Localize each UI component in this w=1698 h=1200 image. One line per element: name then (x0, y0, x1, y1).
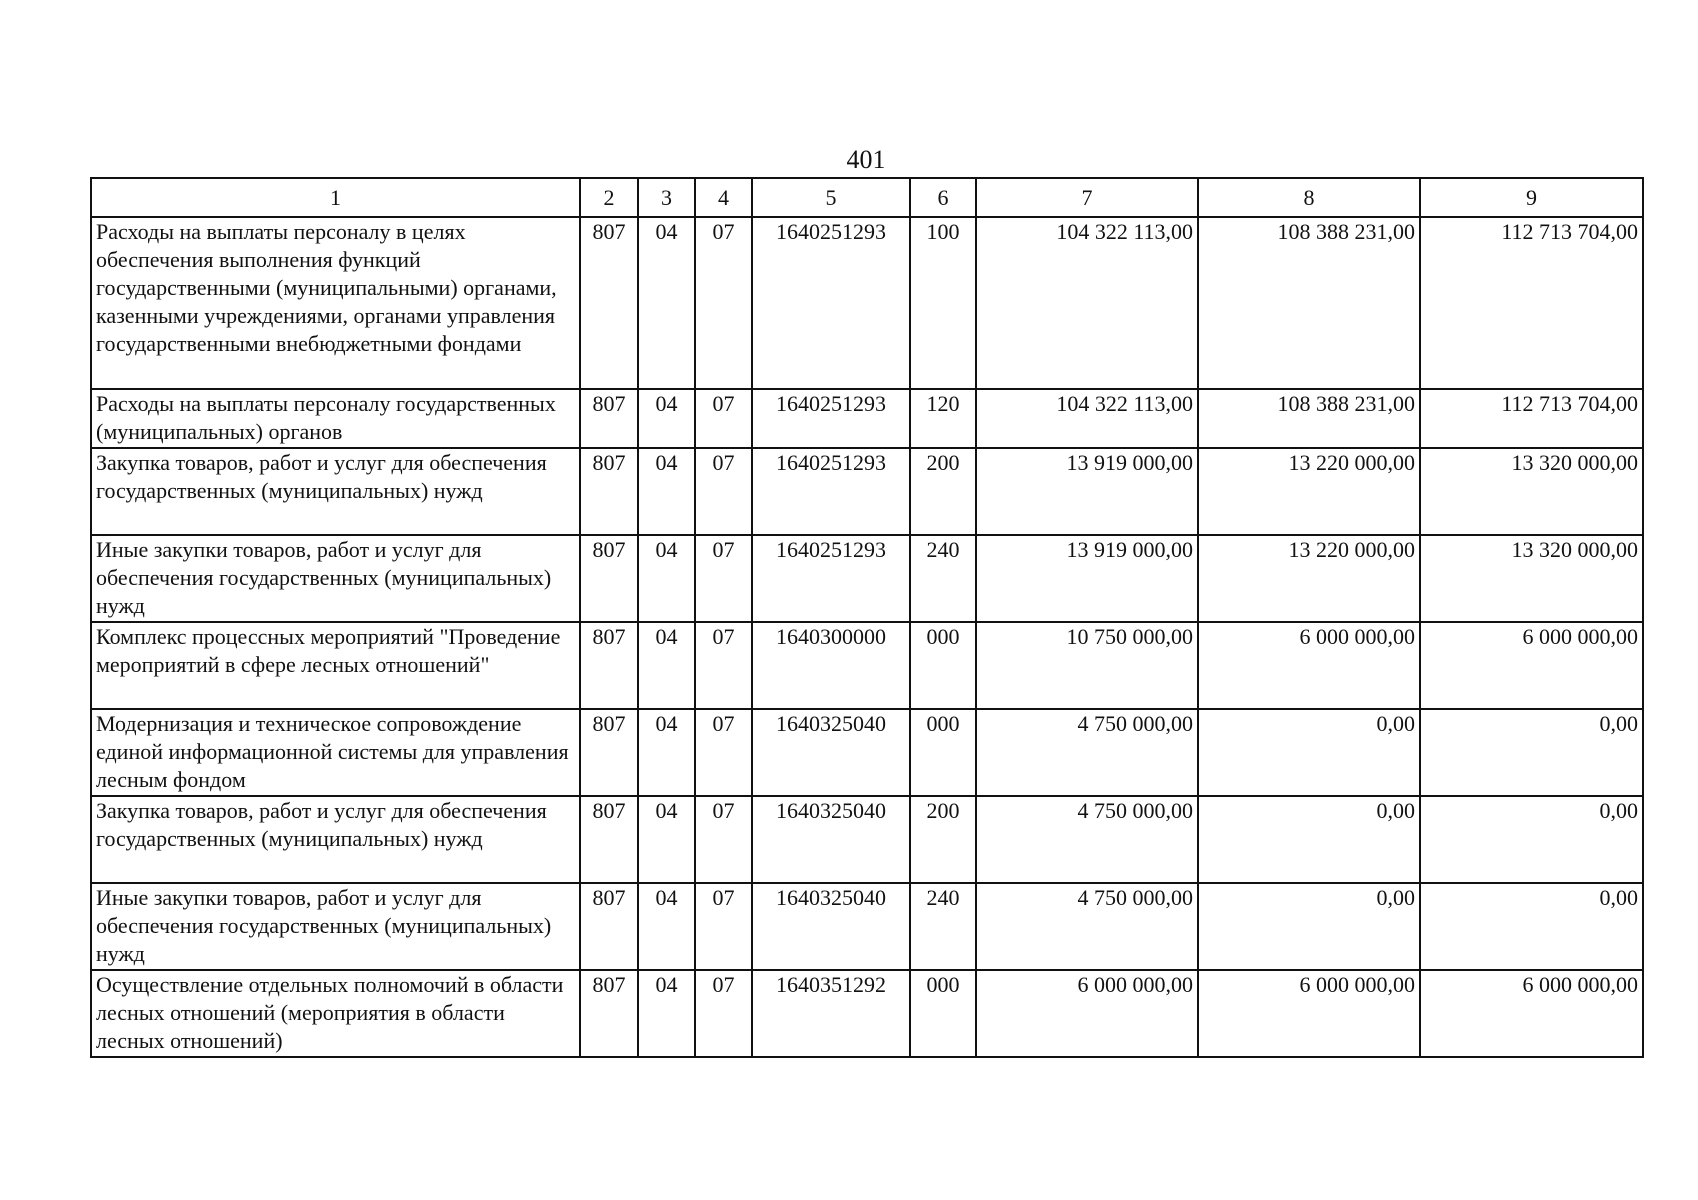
cell-subsection: 07 (695, 535, 752, 622)
cell-target-article: 1640325040 (752, 883, 910, 970)
column-header: 2 (580, 178, 638, 217)
row-description: Иные закупки товаров, работ и услуг для обеспечения государственных (муниципальных) нужд (91, 535, 580, 622)
cell-section: 04 (638, 709, 695, 796)
cell-subsection: 07 (695, 970, 752, 1057)
cell-ministry-code: 807 (580, 970, 638, 1057)
cell-amount-col9: 112 713 704,00 (1420, 389, 1643, 448)
cell-amount-col8: 0,00 (1198, 796, 1420, 883)
cell-ministry-code: 807 (580, 796, 638, 883)
cell-section: 04 (638, 448, 695, 535)
cell-section: 04 (638, 796, 695, 883)
cell-target-article: 1640251293 (752, 389, 910, 448)
table-row (91, 448, 1643, 535)
cell-amount-col8: 13 220 000,00 (1198, 448, 1420, 535)
cell-amount-col9: 6 000 000,00 (1420, 622, 1643, 709)
cell-ministry-code: 807 (580, 535, 638, 622)
table-row (91, 796, 1643, 883)
cell-amount-col9: 0,00 (1420, 796, 1643, 883)
row-description: Закупка товаров, работ и услуг для обеспечения государственных (муниципальных) нужд (91, 796, 580, 883)
cell-section: 04 (638, 970, 695, 1057)
cell-subsection: 07 (695, 389, 752, 448)
cell-expense-type: 100 (910, 217, 976, 389)
table-row (91, 535, 1643, 622)
cell-target-article: 1640300000 (752, 622, 910, 709)
column-header: 6 (910, 178, 976, 217)
cell-subsection: 07 (695, 622, 752, 709)
column-header: 9 (1420, 178, 1643, 217)
cell-section: 04 (638, 883, 695, 970)
cell-expense-type: 000 (910, 970, 976, 1057)
cell-subsection: 07 (695, 709, 752, 796)
cell-amount-col7: 10 750 000,00 (976, 622, 1198, 709)
cell-subsection: 07 (695, 448, 752, 535)
cell-amount-col8: 6 000 000,00 (1198, 622, 1420, 709)
row-description: Комплекс процессных мероприятий "Проведение мероприятий в сфере лесных отношений" (91, 622, 580, 709)
cell-ministry-code: 807 (580, 709, 638, 796)
cell-expense-type: 240 (910, 883, 976, 970)
cell-amount-col8: 6 000 000,00 (1198, 970, 1420, 1057)
cell-amount-col7: 4 750 000,00 (976, 796, 1198, 883)
cell-amount-col7: 4 750 000,00 (976, 883, 1198, 970)
cell-target-article: 1640351292 (752, 970, 910, 1057)
cell-subsection: 07 (695, 217, 752, 389)
cell-amount-col8: 108 388 231,00 (1198, 217, 1420, 389)
cell-expense-type: 000 (910, 622, 976, 709)
cell-amount-col9: 6 000 000,00 (1420, 970, 1643, 1057)
cell-expense-type: 120 (910, 389, 976, 448)
cell-target-article: 1640251293 (752, 217, 910, 389)
row-description: Закупка товаров, работ и услуг для обеспечения государственных (муниципальных) нужд (91, 448, 580, 535)
column-header: 4 (695, 178, 752, 217)
cell-ministry-code: 807 (580, 217, 638, 389)
cell-target-article: 1640325040 (752, 709, 910, 796)
column-header: 3 (638, 178, 695, 217)
row-description: Расходы на выплаты персоналу государственных (муниципальных) органов (91, 389, 580, 448)
cell-section: 04 (638, 217, 695, 389)
cell-amount-col8: 108 388 231,00 (1198, 389, 1420, 448)
table-row (91, 217, 1643, 389)
cell-expense-type: 240 (910, 535, 976, 622)
table-row (91, 883, 1643, 970)
cell-ministry-code: 807 (580, 883, 638, 970)
cell-expense-type: 200 (910, 796, 976, 883)
cell-amount-col7: 104 322 113,00 (976, 389, 1198, 448)
budget-table (90, 177, 1644, 1058)
table-row (91, 970, 1643, 1057)
table-row (91, 709, 1643, 796)
row-description: Расходы на выплаты персоналу в целях обеспечения выполнения функций государственными (муниципальными) органами, казенными учреждениями, органами управления государственными внебюджетными фондами (91, 217, 580, 389)
row-description: Модернизация и техническое сопровождение единой информационной системы для управления лесным фондом (91, 709, 580, 796)
cell-amount-col7: 104 322 113,00 (976, 217, 1198, 389)
row-description: Иные закупки товаров, работ и услуг для обеспечения государственных (муниципальных) нужд (91, 883, 580, 970)
column-header: 8 (1198, 178, 1420, 217)
page-number: 401 (846, 145, 886, 174)
cell-ministry-code: 807 (580, 448, 638, 535)
column-header: 1 (91, 178, 580, 217)
table-header-row (91, 178, 1643, 217)
cell-section: 04 (638, 622, 695, 709)
column-header: 5 (752, 178, 910, 217)
cell-amount-col8: 0,00 (1198, 883, 1420, 970)
cell-section: 04 (638, 389, 695, 448)
cell-amount-col9: 0,00 (1420, 883, 1643, 970)
cell-ministry-code: 807 (580, 389, 638, 448)
cell-section: 04 (638, 535, 695, 622)
cell-expense-type: 000 (910, 709, 976, 796)
row-description: Осуществление отдельных полномочий в области лесных отношений (мероприятия в области лесных отношений) (91, 970, 580, 1057)
cell-target-article: 1640251293 (752, 535, 910, 622)
table-row (91, 389, 1643, 448)
cell-amount-col9: 13 320 000,00 (1420, 535, 1643, 622)
cell-subsection: 07 (695, 883, 752, 970)
cell-amount-col7: 6 000 000,00 (976, 970, 1198, 1057)
cell-expense-type: 200 (910, 448, 976, 535)
cell-amount-col7: 13 919 000,00 (976, 448, 1198, 535)
cell-subsection: 07 (695, 796, 752, 883)
cell-amount-col7: 4 750 000,00 (976, 709, 1198, 796)
cell-amount-col7: 13 919 000,00 (976, 535, 1198, 622)
cell-amount-col9: 0,00 (1420, 709, 1643, 796)
table-row (91, 622, 1643, 709)
cell-target-article: 1640325040 (752, 796, 910, 883)
cell-amount-col8: 13 220 000,00 (1198, 535, 1420, 622)
cell-amount-col8: 0,00 (1198, 709, 1420, 796)
cell-target-article: 1640251293 (752, 448, 910, 535)
column-header: 7 (976, 178, 1198, 217)
cell-amount-col9: 112 713 704,00 (1420, 217, 1643, 389)
cell-amount-col9: 13 320 000,00 (1420, 448, 1643, 535)
cell-ministry-code: 807 (580, 622, 638, 709)
